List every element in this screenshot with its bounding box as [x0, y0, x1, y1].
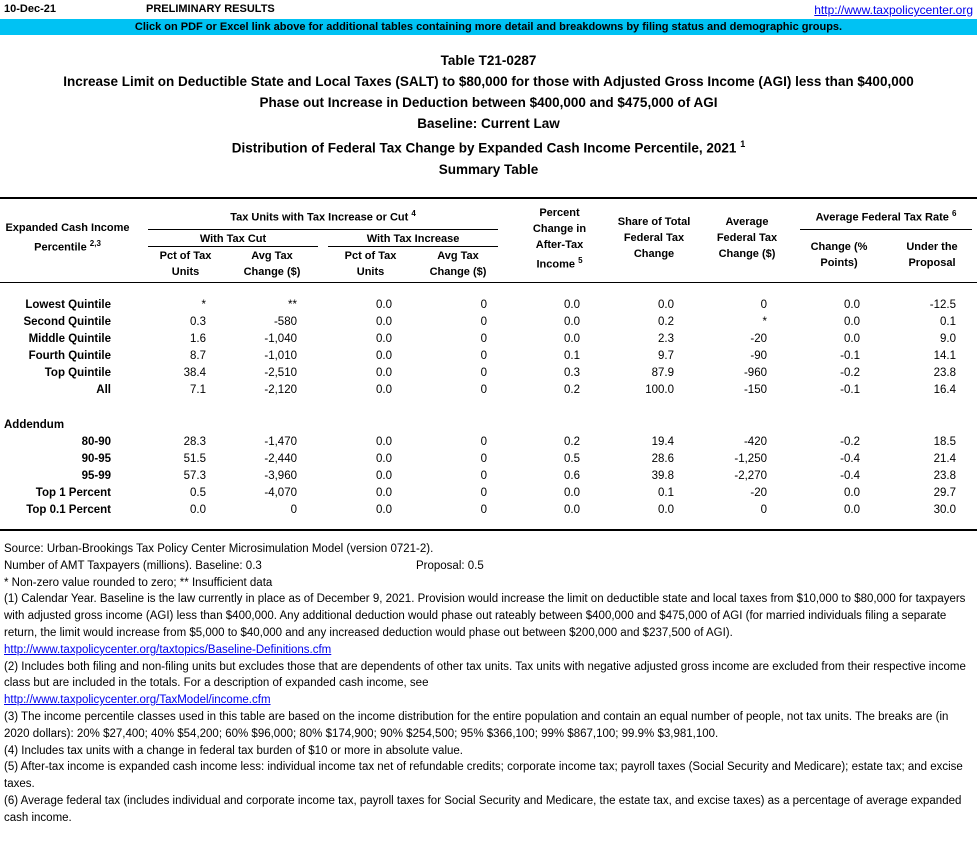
row-label: 95-99 [81, 470, 111, 482]
table-cell: 0 [480, 299, 487, 311]
note-6: (6) Average federal tax (includes individual and corporate income tax, payroll taxes for Social Security and Medicare, the estate tax, and excise taxes) as a percentage of average expanded cash income. [4, 794, 962, 824]
table-row [0, 333, 977, 350]
table-cell: 0.0 [844, 333, 860, 345]
col-after-tax-line3: After-Tax [535, 239, 584, 251]
with-cut-rule [148, 246, 318, 247]
note-source: Source: Urban-Brookings Tax Policy Center Microsimulation Model (version 0721-2). [4, 543, 434, 555]
col-cut-avg-line1: Avg Tax [251, 250, 293, 262]
table-cell: 0.1 [564, 350, 580, 362]
table-cell: 0.2 [564, 436, 580, 448]
col-cut-avg-line2: Change ($) [243, 266, 301, 278]
note-5: (5) After-tax income is expanded cash income less: individual income tax net of refundable credits; corporate income tax; payroll taxes (Social Security and Medicare); estate tax; and excise taxes. [4, 761, 963, 791]
table-cell: -2,510 [264, 367, 297, 379]
table-cell: -580 [273, 316, 297, 328]
table-cell: 7.1 [190, 384, 206, 396]
rate-group-header [800, 206, 972, 226]
col-rate-change-line2: Points) [820, 257, 858, 269]
title-line-4 [0, 134, 977, 159]
col-after-tax-line2: Change in [532, 223, 587, 235]
table-cell: 0.6 [564, 470, 580, 482]
table-cell: -1,010 [264, 350, 297, 362]
footnotes [4, 541, 972, 827]
table-cell: 0 [290, 504, 297, 516]
top-bar [0, 0, 977, 19]
rate-group-text: Average Federal Tax Rate [815, 211, 949, 224]
table-cell: -0.4 [840, 453, 860, 465]
note-amt [4, 558, 972, 575]
table-cell: 0 [480, 470, 487, 482]
table-cell: 0.0 [376, 299, 392, 311]
col-after-tax-line4 [522, 253, 597, 273]
title-line-4-text: Distribution of Federal Tax Change by Expanded Cash Income Percentile, 2021 [231, 140, 737, 156]
col-cut-avg-header [232, 248, 312, 280]
table-cell: 29.7 [933, 487, 956, 499]
with-increase-header: With Tax Increase [366, 233, 460, 245]
note-1-link[interactable]: http://www.taxpolicycenter.org/taxtopics/Baseline-Definitions.cfm [4, 643, 332, 656]
table-cell: 0.0 [376, 350, 392, 362]
note-3: (3) The income percentile classes used in this table are based on the income distribution for the entire population and contain an equal number of people, not tax units. The breaks are (in 2020 dollars): 20% $27,400; 40% $54,200; 60% $96,000; 80% $174,900; 90% $254,500; 95% $366,100; 99% $867,100; 99.9% $3,981,100. [4, 710, 949, 740]
row-label: Fourth Quintile [28, 350, 111, 362]
table-cell: -0.4 [840, 470, 860, 482]
table-cell: -4,070 [264, 487, 297, 499]
table-cell: 0.0 [564, 504, 580, 516]
report-date: 10-Dec-21 [4, 3, 56, 15]
table-cell: -2,440 [264, 453, 297, 465]
table-cell: 0.5 [564, 453, 580, 465]
col-inc-pct-line1: Pct of Tax [344, 250, 397, 262]
rate-group-rule [800, 229, 972, 230]
addendum-label: Addendum [4, 419, 65, 431]
table-cell: 38.4 [183, 367, 206, 379]
col-percentile-line2 [0, 236, 135, 256]
table-cell: -90 [750, 350, 767, 362]
title-line-4-sup: 1 [740, 139, 746, 149]
table-row [0, 350, 977, 367]
table-cell: 0.0 [376, 470, 392, 482]
table-cell: -960 [743, 367, 767, 379]
table-cell: 0.0 [376, 453, 392, 465]
note-1: (1) Calendar Year. Baseline is the law currently in place as of December 9, 2021. Provision would increase the limit on deductible state and local taxes from $10,000 to $80,000 for taxpayers with adjusted gross income (AGI) less than $400,000. Any additional deduction would phase out rateably between $400,000 and $475,000 of AGI (for married individuals filing a separate return, the limit would increase from $5,000 to $40,000 and any increased deduction would phase out between $200,000 and $237,500 of AGI). [4, 593, 966, 639]
col-cut-pct-header [148, 248, 223, 280]
col-inc-avg-line1: Avg Tax [437, 250, 479, 262]
table-cell: -420 [743, 436, 767, 448]
table-cell: -3,960 [264, 470, 297, 482]
col-after-tax-sup: 5 [578, 256, 583, 265]
table-cell: 0.0 [376, 333, 392, 345]
table-cell: 0 [760, 299, 767, 311]
table-cell: 9.7 [658, 350, 674, 362]
title-line-1: Increase Limit on Deductible State and Local Taxes (SALT) to $80,000 for those with Adjusted Gross Income (AGI) less than $400,000 [63, 74, 914, 89]
row-label: Middle Quintile [28, 333, 111, 345]
table-cell: -1,040 [264, 333, 297, 345]
table-cell: 21.4 [933, 453, 956, 465]
tax-units-group-rule [148, 229, 498, 230]
table-cell: 0.1 [940, 316, 956, 328]
table-row [0, 299, 977, 316]
table-cell: 0.0 [844, 316, 860, 328]
table-cell: 0 [760, 504, 767, 516]
table-bottom-rule [0, 529, 977, 531]
table-cell: 23.8 [933, 367, 956, 379]
table-cell: 0 [480, 453, 487, 465]
table-cell: 0.0 [190, 504, 206, 516]
col-rate-under-line2: Proposal [908, 257, 956, 269]
table-cell: 0 [480, 487, 487, 499]
col-rate-under-header [892, 239, 972, 271]
col-share-line3: Change [633, 248, 675, 260]
row-label: All [96, 384, 111, 396]
table-cell: 0.0 [658, 504, 674, 516]
row-label: Top Quintile [44, 367, 111, 379]
with-increase-rule [328, 246, 498, 247]
table-cell: -1,470 [264, 436, 297, 448]
table-cell: -20 [750, 487, 767, 499]
table-cell: 0.3 [190, 316, 206, 328]
table-cell: 9.0 [940, 333, 956, 345]
addendum-row [0, 419, 977, 436]
table-cell: -20 [750, 333, 767, 345]
row-label: 80-90 [81, 436, 111, 448]
table-cell: 0.0 [376, 367, 392, 379]
col-after-tax-text: Income [536, 258, 575, 271]
col-rate-under-line1: Under the [906, 241, 958, 253]
table-cell: 0.2 [658, 316, 674, 328]
table-cell: -0.1 [840, 350, 860, 362]
col-rate-change-header [800, 239, 878, 271]
table-cell: 0.1 [658, 487, 674, 499]
row-label: 90-95 [81, 453, 111, 465]
table-cell: 0.2 [564, 384, 580, 396]
col-avg-fed-line3: Change ($) [718, 248, 776, 260]
table-cell: 0.0 [376, 436, 392, 448]
row-label: Second Quintile [23, 316, 111, 328]
table-cell: 19.4 [651, 436, 674, 448]
table-cell: 0.0 [376, 487, 392, 499]
table-cell: 16.4 [933, 384, 956, 396]
table-cell: 0.0 [564, 316, 580, 328]
table-row [0, 487, 977, 504]
table-cell: 0.0 [844, 504, 860, 516]
preliminary-label: PRELIMINARY RESULTS [146, 3, 275, 15]
row-label: Top 0.1 Percent [26, 504, 111, 516]
rate-group-sup: 6 [951, 209, 957, 218]
col-share-line1: Share of Total [617, 216, 691, 228]
table-cell: ** [288, 299, 297, 311]
table-cell: -0.2 [840, 436, 860, 448]
table-cell: 0.3 [564, 367, 580, 379]
col-inc-avg-line2: Change ($) [429, 266, 487, 278]
table-cell: 18.5 [933, 436, 956, 448]
note-2: (2) Includes both filing and non-filing units but excludes those that are dependents of other tax units. Tax units with negative adjusted gross income are excluded from their respective income class but are included in the totals. For a description of expanded cash income, see [4, 660, 966, 690]
tpc-link[interactable]: http://www.taxpolicycenter.org [814, 3, 973, 17]
table-cell: 39.8 [651, 470, 674, 482]
col-rate-change-line1: Change (% [810, 241, 868, 253]
table-cell: 0 [480, 384, 487, 396]
col-inc-pct-line2: Units [356, 266, 385, 278]
table-cell: * [201, 299, 206, 311]
col-percentile-header [0, 220, 135, 256]
table-cell: -2,120 [264, 384, 297, 396]
table-cell: 14.1 [933, 350, 956, 362]
table-cell: 0.0 [658, 299, 674, 311]
table-cell: 0 [480, 333, 487, 345]
table-cell: 0 [480, 350, 487, 362]
col-share-header [609, 214, 699, 262]
col-cut-pct-line1: Pct of Tax [159, 250, 212, 262]
tax-units-group-header [148, 206, 498, 226]
title-line-2: Phase out Increase in Deduction between $400,000 and $475,000 of AGI [259, 95, 718, 110]
header-top-rule [0, 197, 977, 199]
col-avg-fed-header [704, 214, 790, 262]
table-cell: 0 [480, 504, 487, 516]
note-4: (4) Includes tax units with a change in federal tax burden of $10 or more in absolute value. [4, 744, 463, 757]
table-id: Table T21-0287 [440, 53, 537, 68]
table-cell: 100.0 [645, 384, 674, 396]
table-cell: 0.5 [190, 487, 206, 499]
col-inc-avg-header [418, 248, 498, 280]
table-row [0, 504, 977, 521]
note-zero: * Non-zero value rounded to zero; ** Insufficient data [4, 576, 273, 589]
col-percentile-line1: Expanded Cash Income [5, 222, 130, 234]
table-cell: 0.0 [844, 487, 860, 499]
table-cell: -12.5 [929, 299, 956, 311]
table-row [0, 470, 977, 487]
table-row [0, 316, 977, 333]
table-titles [0, 50, 977, 180]
table-cell: 0.0 [564, 299, 580, 311]
table-cell: 0.0 [564, 487, 580, 499]
info-banner: Click on PDF or Excel link above for additional tables containing more detail and breakdowns by filing status and demographic groups. [0, 19, 977, 35]
note-2-link[interactable]: http://www.taxpolicycenter.org/TaxModel/income.cfm [4, 694, 271, 707]
table-cell: 28.3 [183, 436, 206, 448]
col-cut-pct-line2: Units [171, 266, 200, 278]
table-cell: 1.6 [190, 333, 206, 345]
table-cell: 23.8 [933, 470, 956, 482]
table-cell: * [762, 316, 767, 328]
with-cut-header: With Tax Cut [199, 233, 267, 245]
table-cell: 57.3 [183, 470, 206, 482]
tax-units-group-sup: 4 [411, 209, 416, 218]
col-percentile-sup: 2,3 [89, 239, 101, 248]
table-cell: 87.9 [651, 367, 674, 379]
table-cell: 2.3 [658, 333, 674, 345]
col-percentile-text: Percentile [34, 241, 87, 254]
table-row [0, 367, 977, 384]
table-cell: 0.0 [844, 299, 860, 311]
table-row [0, 453, 977, 470]
row-label: Lowest Quintile [25, 299, 111, 311]
table-cell: 0 [480, 367, 487, 379]
col-avg-fed-line2: Federal Tax [716, 232, 778, 244]
table-cell: 0.0 [376, 384, 392, 396]
table-cell: 0.0 [376, 316, 392, 328]
table-cell: 51.5 [183, 453, 206, 465]
table-cell: 28.6 [651, 453, 674, 465]
table-cell: 8.7 [190, 350, 206, 362]
col-share-line2: Federal Tax [623, 232, 685, 244]
note-amt-proposal: Proposal: 0.5 [416, 559, 484, 572]
table-cell: -0.1 [840, 384, 860, 396]
table-cell: -150 [743, 384, 767, 396]
col-after-tax-line1: Percent [539, 207, 580, 219]
header-bottom-rule [0, 282, 977, 283]
col-avg-fed-line1: Average [725, 216, 769, 228]
note-amt-baseline: Number of AMT Taxpayers (millions). Baseline: 0.3 [4, 559, 262, 572]
table-cell: 0.0 [376, 504, 392, 516]
table-cell: 0 [480, 436, 487, 448]
col-inc-pct-header [333, 248, 408, 280]
col-after-tax-header [522, 205, 597, 273]
table-cell: 0 [480, 316, 487, 328]
row-label: Top 1 Percent [35, 487, 111, 499]
table-row [0, 384, 977, 401]
table-cell: 30.0 [933, 504, 956, 516]
table-cell: -1,250 [734, 453, 767, 465]
title-line-5: Summary Table [438, 161, 539, 177]
title-line-3: Baseline: Current Law [417, 116, 560, 131]
table-row [0, 436, 977, 453]
table-cell: -0.2 [840, 367, 860, 379]
table-cell: -2,270 [734, 470, 767, 482]
table-cell: 0.0 [564, 333, 580, 345]
tax-units-group-text: Tax Units with Tax Increase or Cut [230, 211, 409, 224]
